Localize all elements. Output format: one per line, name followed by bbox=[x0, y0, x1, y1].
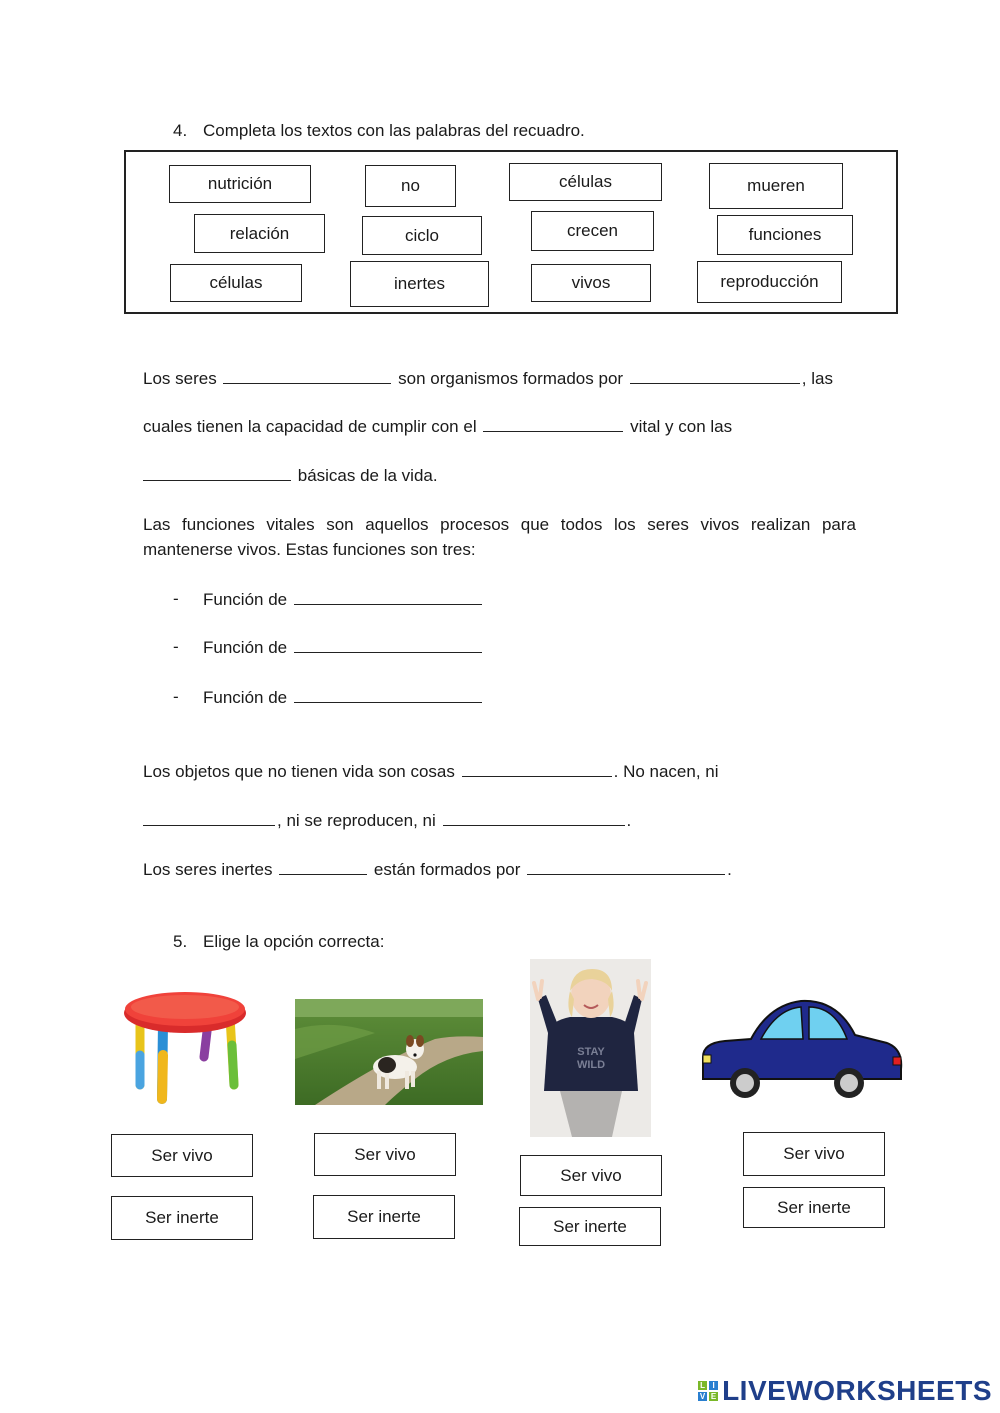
option-ser-vivo[interactable]: Ser vivo bbox=[314, 1133, 456, 1176]
bullet-item bbox=[203, 637, 484, 658]
blank-input[interactable] bbox=[223, 368, 391, 384]
bullet-item bbox=[203, 589, 484, 610]
word-tile[interactable]: vivos bbox=[531, 264, 651, 302]
option-ser-vivo[interactable]: Ser vivo bbox=[111, 1134, 253, 1177]
text-line-2 bbox=[143, 416, 732, 437]
blank-input[interactable] bbox=[462, 761, 612, 777]
word-tile[interactable]: ciclo bbox=[362, 216, 482, 255]
blank-input[interactable] bbox=[294, 687, 482, 703]
word-tile[interactable]: nutrición bbox=[169, 165, 311, 203]
text-fragment: , ni se reproducen, ni bbox=[277, 811, 436, 830]
text-fragment: vital y con las bbox=[630, 417, 733, 436]
blank-input[interactable] bbox=[279, 859, 367, 875]
logo-letter: I bbox=[709, 1381, 718, 1390]
blank-input[interactable] bbox=[294, 637, 482, 653]
word-tile[interactable]: relación bbox=[194, 214, 325, 253]
option-ser-inerte[interactable]: Ser inerte bbox=[313, 1195, 455, 1239]
word-tile[interactable]: no bbox=[365, 165, 456, 207]
blank-input[interactable] bbox=[294, 589, 482, 605]
bullet-item bbox=[203, 687, 484, 708]
text-fragment: . bbox=[727, 860, 732, 879]
text-line-6 bbox=[143, 859, 732, 880]
word-tile[interactable]: reproducción bbox=[697, 261, 842, 303]
logo-letter: V bbox=[699, 1392, 706, 1401]
paragraph-funciones: Las funciones vitales son aquellos procesos que todos los seres vivos realizan para mantenerse vivos. Estas funciones son tres: bbox=[143, 515, 856, 559]
word-tile[interactable]: crecen bbox=[531, 211, 654, 251]
svg-text:STAY: STAY bbox=[577, 1046, 605, 1058]
text-fragment: están formados por bbox=[373, 860, 521, 879]
logo-letter: E bbox=[710, 1392, 717, 1401]
word-tile[interactable]: inertes bbox=[350, 261, 489, 307]
question-5-instruction: Elige la opción correcta: bbox=[203, 932, 385, 951]
question-4-number: 4. bbox=[173, 121, 188, 140]
text-fragment: básicas de la vida. bbox=[297, 466, 438, 485]
text-fragment: Los seres inertes bbox=[143, 860, 273, 879]
word-tile[interactable]: células bbox=[509, 163, 662, 201]
text-line-1 bbox=[143, 368, 833, 389]
bullet-label: Función de bbox=[203, 590, 288, 609]
bullet-dash: - bbox=[173, 637, 179, 656]
option-ser-inerte[interactable]: Ser inerte bbox=[111, 1196, 253, 1240]
child-image bbox=[530, 959, 651, 1137]
dog-image bbox=[295, 999, 483, 1105]
bullet-dash: - bbox=[173, 589, 179, 608]
brand-name: LIVEWORKSHEETS bbox=[722, 1375, 992, 1406]
bullet-dash: - bbox=[173, 687, 179, 706]
text-fragment: , las bbox=[801, 369, 833, 388]
text-fragment: son organismos formados por bbox=[398, 369, 624, 388]
car-image bbox=[697, 995, 905, 1107]
text-fragment: Los seres bbox=[143, 369, 217, 388]
option-ser-inerte[interactable]: Ser inerte bbox=[743, 1187, 885, 1228]
text-line-4 bbox=[143, 761, 719, 782]
bullet-label: Función de bbox=[203, 638, 288, 657]
logo-letter: L bbox=[698, 1381, 707, 1390]
blank-input[interactable] bbox=[443, 810, 625, 826]
blank-input[interactable] bbox=[527, 859, 725, 875]
blank-input[interactable] bbox=[143, 810, 275, 826]
option-ser-vivo[interactable]: Ser vivo bbox=[743, 1132, 885, 1176]
text-line-3 bbox=[143, 465, 438, 486]
option-ser-vivo[interactable]: Ser vivo bbox=[520, 1155, 662, 1196]
bullet-label: Función de bbox=[203, 688, 288, 707]
svg-text:WILD: WILD bbox=[576, 1059, 606, 1071]
word-tile[interactable]: células bbox=[170, 264, 302, 302]
question-5-number: 5. bbox=[173, 932, 188, 951]
option-ser-inerte[interactable]: Ser inerte bbox=[519, 1207, 661, 1246]
text-fragment: . No nacen, ni bbox=[613, 762, 719, 781]
text-fragment: . bbox=[626, 811, 632, 830]
question-4-instruction: Completa los textos con las palabras del recuadro. bbox=[203, 121, 585, 140]
blank-input[interactable] bbox=[143, 465, 291, 481]
text-line-5 bbox=[143, 810, 631, 831]
blank-input[interactable] bbox=[630, 368, 800, 384]
table-image bbox=[118, 985, 253, 1110]
word-tile[interactable]: mueren bbox=[709, 163, 843, 209]
text-fragment: Los objetos que no tienen vida son cosas bbox=[143, 762, 455, 781]
text-fragment: cuales tienen la capacidad de cumplir con el bbox=[143, 417, 477, 436]
liveworksheets-logo bbox=[698, 1375, 992, 1407]
blank-input[interactable] bbox=[483, 416, 623, 432]
logo-mark-icon bbox=[698, 1381, 718, 1401]
word-tile[interactable]: funciones bbox=[717, 215, 853, 255]
